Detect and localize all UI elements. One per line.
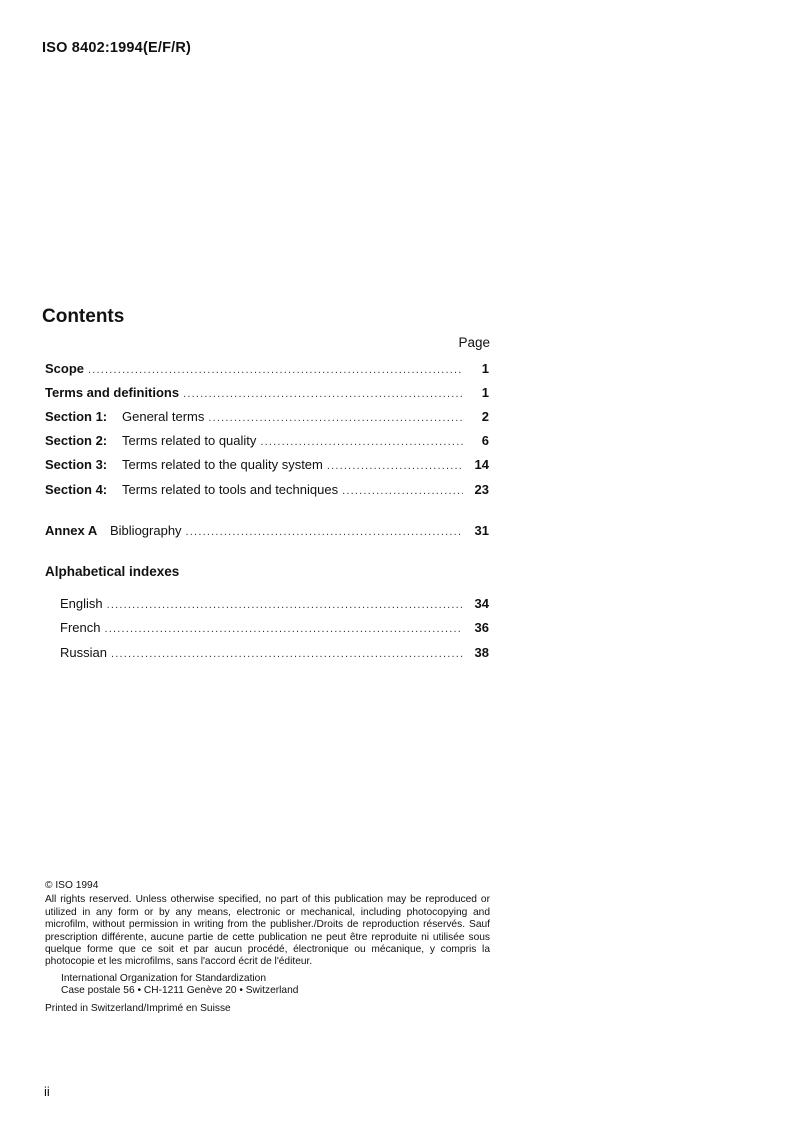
dot-leader (327, 460, 463, 472)
toc-section-label: Section 2: (45, 433, 108, 448)
toc-entry-section-3[interactable] (45, 457, 489, 475)
toc-annex-label: Annex A (45, 523, 98, 538)
toc-entry-terms-and-definitions[interactable] (45, 385, 489, 403)
toc-section-label: Section 4: (45, 482, 108, 497)
copyright-line: © ISO 1994 (45, 880, 99, 891)
toc-entry-annex-a[interactable] (45, 523, 489, 541)
indexes-heading: Alphabetical indexes (45, 564, 180, 579)
page-column-heading: Page (458, 335, 490, 350)
toc-section-title: Terms related to quality (122, 433, 257, 448)
toc-page-number: 6 (481, 433, 489, 448)
copyright-legal-text: All rights reserved. Unless otherwise specified, no part of this publication may be reproduced or utilized in any form or by any means, electronic or mechanical, including photocopying and microfilm, without permission in writing from the publisher./Droits de reproduction réservés. Sauf prescription différente, aucune partie de cette publication ne peut être reproduite ni utilisée sous quelque forme que ce soit et par aucun procédé, électronique ou mécanique, y compris la photocopie et les microfilms, sans l'accord écrit de l'éditeur. (45, 894, 490, 968)
toc-section-title: Terms related to tools and techniques (122, 482, 339, 497)
toc-page-number: 2 (481, 409, 489, 424)
dot-leader (186, 526, 463, 538)
toc-page-number: 34 (474, 596, 489, 611)
toc-index-label: Russian (60, 645, 107, 660)
toc-entry-section-4[interactable] (45, 482, 489, 500)
toc-page-number: 14 (474, 457, 489, 472)
dot-leader (183, 388, 463, 400)
toc-entry-label: Terms and definitions (45, 385, 180, 400)
toc-entry-label: Scope (45, 361, 85, 376)
toc-page-number: 36 (474, 620, 489, 635)
toc-page-number: 31 (474, 523, 489, 538)
toc-page-number: 1 (481, 361, 489, 376)
toc-section-label: Section 1: (45, 409, 108, 424)
toc-section-label: Section 3: (45, 457, 108, 472)
dot-leader (111, 648, 463, 660)
contents-title: Contents (42, 306, 125, 327)
dot-leader (342, 485, 463, 497)
document-id: ISO 8402:1994(E/F/R) (42, 40, 192, 56)
publisher-org: International Organization for Standardization (61, 972, 267, 984)
publisher-postal: Case postale 56 • CH-1211 Genève 20 • Switzerland (61, 985, 299, 997)
toc-index-label: French (60, 620, 101, 635)
toc-index-russian[interactable] (60, 645, 489, 663)
toc-annex-title: Bibliography (110, 523, 182, 538)
toc-page-number: 1 (481, 385, 489, 400)
toc-entry-section-1[interactable] (45, 409, 489, 427)
toc-index-english[interactable] (60, 596, 489, 614)
dot-leader (104, 623, 463, 635)
toc-page-number: 38 (474, 645, 489, 660)
toc-entry-section-2[interactable] (45, 433, 489, 451)
publisher-address (45, 973, 490, 998)
toc-section-title: General terms (122, 409, 205, 424)
dot-leader (260, 436, 463, 448)
toc-page-number: 23 (474, 482, 489, 497)
copyright-block (45, 880, 490, 1015)
toc-entry-scope[interactable] (45, 361, 489, 379)
footer-page-number: ii (44, 1084, 50, 1099)
dot-leader (208, 412, 463, 424)
dot-leader (107, 599, 463, 611)
dot-leader (88, 364, 463, 376)
toc-section-title: Terms related to the quality system (122, 457, 323, 472)
toc-index-french[interactable] (60, 620, 489, 638)
printed-in: Printed in Switzerland/Imprimé en Suisse (45, 1002, 231, 1014)
toc-index-label: English (60, 596, 103, 611)
